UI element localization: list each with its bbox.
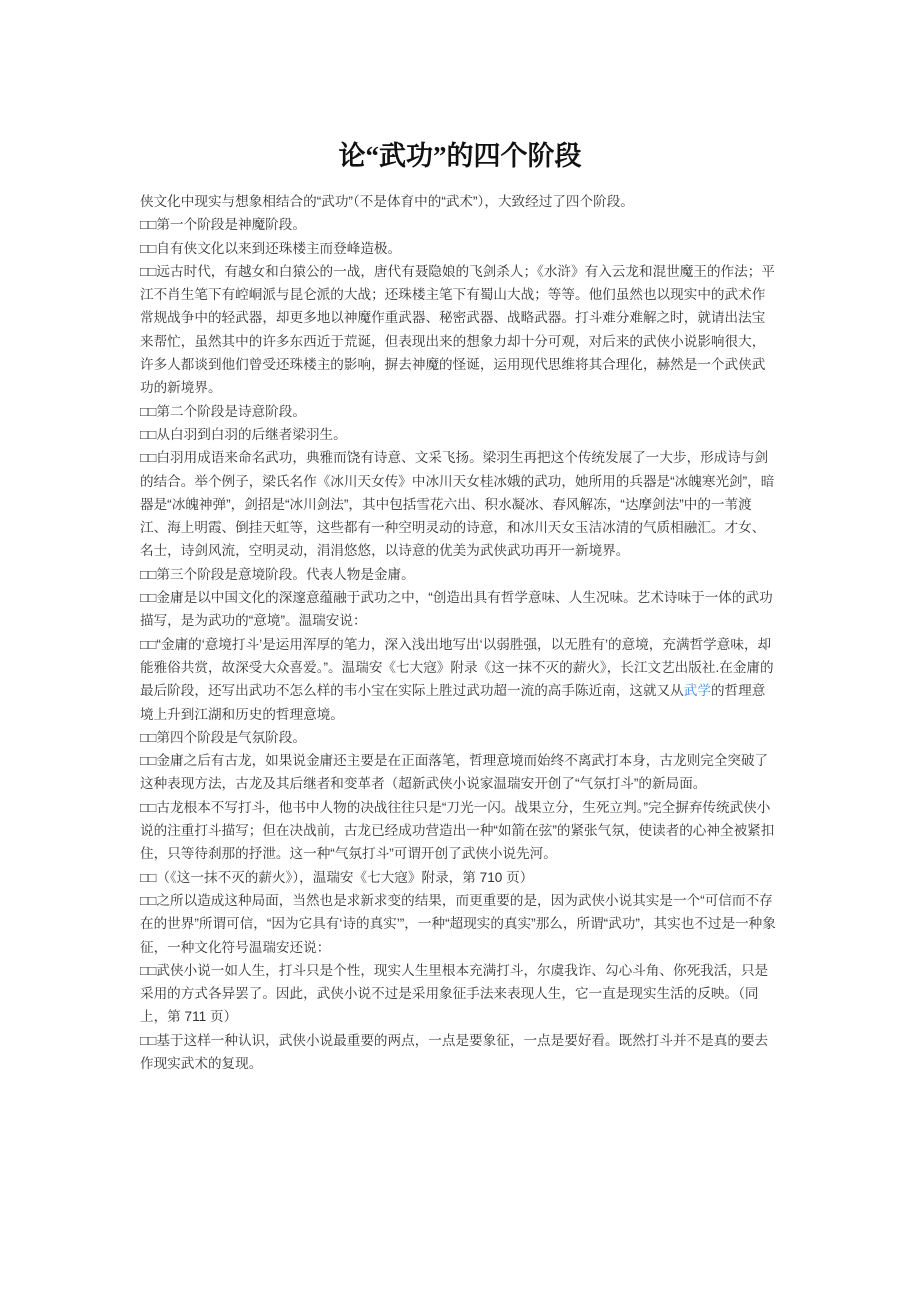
quote-text-end: 的哲理意境上升到江湖和历史的哲理意境。 [140,683,766,722]
paragraph: □□（《这一抹不灭的薪火》），温瑞安《七大寇》附录，第 710 页） [140,869,534,885]
paragraph: □□白羽用成语来命名武功，典雅而饶有诗意、文采飞扬。梁羽生再把这个传统发展了一大步，形成诗与剑的结合。举个例子，梁氏名作《冰川天女传》中冰川天女桂冰娥的武功，她所用的兵器是“冰魄寒光剑”，暗器是“冰魄神弹”，剑招是“冰川剑法”，其中包括雪花六出、积水凝冰、春风解冻，“达摩剑法”中的一苇渡江、海上明霞、倒挂天虹等，这些都有一种空明灵动的诗意，和冰川天女玉洁冰清的气质相融汇。才女、名士，诗剑风流，空明灵动，涓涓悠悠，以诗意的优美为武侠武功再开一新境界。 [140,450,775,559]
document-body [140,190,778,1075]
quote-text: □□“金庸的‘意境打斗’是运用浑厚的笔力，深入浅出地写出‘以弱胜强，以无胜有’的意境，充满哲学意味，却能雅俗共赏，故深受大众喜爱。”。温瑞安《七大寇》附录《这一抹不灭的薪火》，长江文艺出版社.在金庸的最后阶段，还写出武功不怎么样的韦小宝在实际上胜过武功超一流的高手陈近南，这就又从 [140,636,774,699]
paragraph: □□远古时代，有越女和白猿公的一战，唐代有聂隐娘的飞剑杀人；《水浒》有入云龙和混世魔王的作法；平江不肖生笔下有崆峒派与昆仑派的大战；还珠楼主笔下有蜀山大战；等等。他们虽然也以现实中的武术作常规战争中的轻武器，却更多地以神魔作重武器、秘密武器、战略武器。打斗难分难解之时，就请出法宝来帮忙，虽然其中的许多东西近于荒诞，但表现出来的想象力却十分可观，对后来的武侠小说影响很大，许多人都谈到他们曾受还珠楼主的影响，摒去神魔的怪诞，运用现代思维将其合理化，赫然是一个武侠武功的新境界。 [140,263,775,396]
paragraph: □□武侠小说一如人生，打斗只是个性，现实人生里根本充满打斗，尔虞我诈、勾心斗角、你死我活，只是采用的方式各异罢了。因此，武侠小说不过是采用象征手法来表现人生，它一直是现实生活的反映。（同上，第 711 页） [140,962,769,1025]
paragraph: □□第一个阶段是神魔阶段。 [140,217,306,233]
paragraph: □□从白羽到白羽的后继者梁羽生。 [140,426,347,442]
paragraph: □□古龙根本不写打斗，他书中人物的决战往往只是“刀光一闪。战果立分，生死立判。”完全摒弃传统武侠小说的注重打斗描写；但在决战前，古龙已经成功营造出一种“如箭在弦”的紧张气氛，使读者的心神全被紧扣住，只等待刹那的抒泄。这一种“气氛打斗”可谓开创了武侠小说先河。 [140,799,775,862]
quote-paragraph [140,633,778,726]
paragraph: □□第四个阶段是气氛阶段。 [140,729,306,745]
paragraph: □□第二个阶段是诗意阶段。 [140,403,306,419]
paragraph: 侠文化中现实与想象相结合的“武功”（不是体育中的“武术”），大致经过了四个阶段。 [140,194,634,209]
paragraph: □□金庸之后有古龙，如果说金庸还主要是在正面落笔，哲理意境而始终不离武打本身，古龙则完全突破了这种表现方法，古龙及其后继者和变革者（超新武侠小说家温瑞安开创了“气氛打斗”的新局面。 [140,753,769,792]
paragraph: □□金庸是以中国文化的深邃意蕴融于武功之中，“创造出具有哲学意味、人生况味。艺术诗味于一体的武功描写，是为武功的“意境”。温瑞安说： [140,590,773,629]
paragraph: □□之所以造成这种局面，当然也是求新求变的结果，而更重要的是，因为武侠小说其实是一个“可信而不存在的世界”所谓可信，“因为它具有‘诗的真实’”，一种“超现实的真实”那么，所谓“武功”，其实也不过是一种象征，一种文化符号温瑞安还说： [140,892,776,955]
wuxue-link[interactable]: 武学 [683,683,711,699]
paragraph: □□自有侠文化以来到还珠楼主而登峰造极。 [140,240,402,256]
paragraph: □□基于这样一种认识，武侠小说最重要的两点，一点是要象征，一点是要好看。既然打斗并不是真的要去作现实武术的复现。 [140,1032,769,1071]
document-title: 论“武功”的四个阶段 [338,141,582,172]
paragraph: □□第三个阶段是意境阶段。代表人物是金庸。 [140,566,415,582]
